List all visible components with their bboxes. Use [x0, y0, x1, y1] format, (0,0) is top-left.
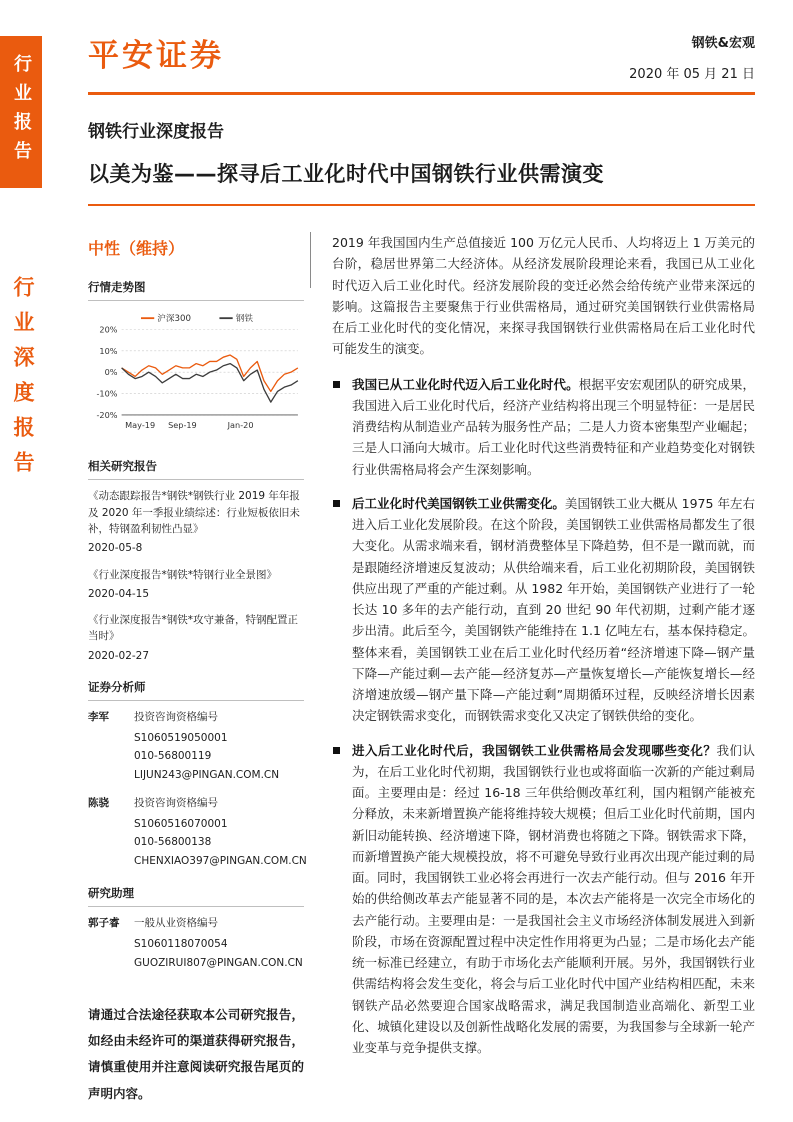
analyst-name: 陈骁 [88, 797, 109, 809]
legal-disclaimer: 请通过合法途径获取本公司研究报告，如经由未经许可的渠道获得研究报告，请慎重使用并注意阅读研究报告尾页的声明内容。 [88, 1006, 304, 1101]
related-report-item[interactable] [88, 567, 304, 603]
bullet-body: 美国钢铁工业大概从 1975 年左右进入后工业化发展阶段。在这个阶段，美国钢铁工业供需格局都发生了很大变化。从需求端来看，钢材消费整体呈下降趋势，但不是一蹴而就，而是跟随经济增速反复波动；从供给端来看，后工业化初期阶段，美国钢铁供应出现了严重的产能过剩。从 1982 年开始，美国钢铁产业进行了一轮长达 10 多年的去产能行动，直到 20 世纪 90 年代初期，过剩产能才逐步出清。此后至今，美国钢铁产能维持在 1.1 亿吨左右，基本保持稳定。整体来看，美国钢铁工业在后工业化时代经历着“经济增速下降—钢产量下降—产能过剩—去产能—经济复苏—产量恢复增长—产能恢复增长—经济增速放缓—钢产量下降—产能过剩”周期循环过程，反映经济增长因素决定钢铁需求变化，而钢铁需求变化又决定了钢铁供给的变化。 [352, 495, 755, 724]
bullet-lead: 后工业化时代美国钢铁工业供需变化。 [352, 495, 565, 511]
assistant-email[interactable]: GUOZIRUI807@PINGAN.CON.CN [134, 956, 303, 969]
analyst-email[interactable]: CHENXIAO397@PINGAN.COM.CN [134, 854, 307, 867]
related-report-date: 2020-04-15 [88, 587, 150, 600]
trend-chart [88, 309, 304, 443]
bullet-lead: 我国已从工业化时代迈入后工业化时代。 [352, 376, 579, 392]
analyst-entry [88, 795, 307, 870]
related-report-item[interactable] [88, 612, 304, 664]
analysts-title: 证券分析师 [88, 679, 304, 701]
related-reports-section [88, 458, 304, 663]
analyst-entry [88, 709, 304, 784]
bullet-square-icon [333, 747, 340, 754]
bullet-paragraph [352, 740, 755, 1059]
side-tag-industry-report [0, 36, 42, 188]
analyst-cert-label: 投资咨询资格编号 [134, 797, 218, 809]
analyst-cert-number: S1060519050001 [134, 731, 228, 744]
two-column-layout [88, 222, 755, 1107]
page-title: 以美为鉴——探寻后工业化时代中国钢铁行业供需演变 [88, 162, 604, 186]
svg-text:钢铁: 钢铁 [235, 314, 254, 325]
related-report-date: 2020-05-8 [88, 542, 143, 555]
report-type-label: 钢铁行业深度报告 [88, 122, 224, 142]
related-reports-title: 相关研究报告 [88, 458, 304, 480]
bullet-lead: 进入后工业化时代后，我国钢铁工业供需格局会发现哪些变化？ [352, 742, 717, 758]
bullet-square-icon [333, 500, 340, 507]
related-report-item[interactable] [88, 488, 304, 556]
assistant-cert-label: 一般从业资格编号 [134, 917, 218, 930]
bullet-paragraph [352, 374, 755, 480]
analyst-cert-number: S1060516070001 [134, 818, 228, 830]
sector-tag: 钢铁&宏观 [691, 36, 755, 51]
svg-text:-10%: -10% [96, 388, 118, 399]
analyst-name: 李军 [88, 710, 109, 723]
side-tag-industry-depth-report [4, 276, 42, 486]
bullet-body: 根据平安宏观团队的研究成果，我国进入后工业化时代后，经济产业结构将出现三个明显特征：一是居民消费结构从制造业产品转为服务性产品；二是人力资本密集型产业崛起；三是人口涌向大城市。后工业化时代这些消费特征和产业趋势变化对钢铁行业供需格局将会产生深刻影响。 [352, 376, 755, 477]
header-meta [629, 30, 755, 82]
trend-section-title: 行情走势图 [88, 279, 304, 301]
svg-text:Jan-20: Jan-20 [227, 420, 254, 431]
svg-text:-20%: -20% [96, 410, 118, 421]
analyst-name-row [88, 795, 304, 810]
related-report-text: 《动态跟踪报告*钢铁*钢铁行业 2019 年年报及 2020 年一季报业绩综述：行业短板依旧未补，特钢盈利韧性凸显》 [88, 490, 300, 536]
intro-paragraph: 2019 年我国国内生产总值接近 100 万亿元人民币、人均将迈上 1 万美元的台阶，稳居世界第二大经济体。从经济发展阶段理论来看，我国已从工业化时代迈入后工业化时代。经济发展阶段的变迁必然会给传统产业带来深远的影响。这篇报告主要聚焦于行业供需格局，通过研究美国钢铁行业供需格局在后工业化时代的变化情况，来探寻我国钢铁行业供需格局在后工业化时代可能发生的演变。 [332, 235, 755, 357]
svg-text:Sep-19: Sep-19 [168, 420, 197, 431]
bullet-item [332, 493, 755, 727]
brand-logo: 平安证券 [88, 38, 224, 74]
assistant-cert-number: S1060118070054 [134, 938, 228, 951]
bullet-item [332, 374, 755, 480]
analysts-section [88, 679, 307, 870]
column-divider [310, 232, 311, 288]
svg-text:10%: 10% [99, 345, 118, 356]
svg-text:May-19: May-19 [125, 420, 156, 431]
analyst-email[interactable]: LIJUN243@PINGAN.COM.CN [134, 768, 280, 781]
side-tag-industry-report-label: 行业报告 [11, 54, 32, 170]
bullet-square-icon [333, 381, 340, 388]
bullet-body: 我们认为，在后工业化时代初期，我国钢铁行业也或将面临一次新的产能过剩局面。主要理由是：经过 16-18 三年供给侧改革红利，国内粗钢产能被充分释放，未来新增置换产能将维持较大规模；但后工业化时代前期，国内新旧动能转换、经济增速下降，钢材消费也将随之下降。钢铁需求下降，而新增置换产能大规模投放，将不可避免导致行业再次出现产能过剩的局面。同时，我国钢铁工业必将会再进行一次去产能行动。但与 2016 年开始的供给侧改革去产能显著不同的是，本次去产能将是一次完全市场化的去产能行动。主要理由是：一是我国社会主义市场经济体制发展进入到新阶段，市场在资源配置过程中决定性作用将更为凸显；二是市场化去产能统一标准已经建立，有助于市场化去产能顺利开展。另外，我国钢铁行业供需结构将会发生变化，将会与后工业化时代中国产业结构相匹配，未来钢铁产品必然要迎合国家战略需求，满足我国制造业高端化、新型工业化、城镇化建设以及创新性战略化发展的需要，为我国参与全球新一轮产业变革与竞争提供支撑。 [352, 742, 755, 1055]
assistants-section [88, 885, 304, 972]
left-sidebar-column [88, 222, 307, 1107]
report-header [88, 0, 755, 82]
bullet-item [332, 740, 755, 1059]
related-report-text: 《行业深度报告*钢铁*特钢行业全景图》 [88, 568, 277, 581]
report-content [88, 0, 755, 1107]
bullet-paragraph [352, 493, 755, 727]
header-divider [88, 92, 755, 95]
analyst-phone: 010-56800138 [134, 836, 212, 849]
trend-chart-section [88, 279, 304, 443]
svg-text:0%: 0% [104, 367, 118, 378]
assistant-name: 郭子睿 [88, 917, 120, 930]
report-date: 2020 年 05 月 21 日 [629, 67, 755, 82]
analyst-phone: 010-56800119 [134, 750, 212, 763]
related-report-text: 《行业深度报告*钢铁*攻守兼备，特钢配置正当时》 [88, 614, 298, 643]
assistant-name-row [88, 915, 304, 930]
svg-text:20%: 20% [99, 324, 118, 335]
analyst-cert-label: 投资咨询资格编号 [134, 710, 218, 723]
rating-badge: 中性（维持） [88, 239, 185, 258]
analyst-name-row [88, 709, 304, 724]
assistants-title: 研究助理 [88, 885, 304, 907]
main-text-column [304, 222, 755, 1107]
assistant-entry [88, 915, 304, 972]
title-divider [88, 204, 755, 206]
side-tag-industry-depth-report-label: 行业深度报告 [11, 276, 35, 486]
related-report-date: 2020-02-27 [88, 649, 150, 662]
svg-text:沪深300: 沪深300 [157, 314, 192, 325]
